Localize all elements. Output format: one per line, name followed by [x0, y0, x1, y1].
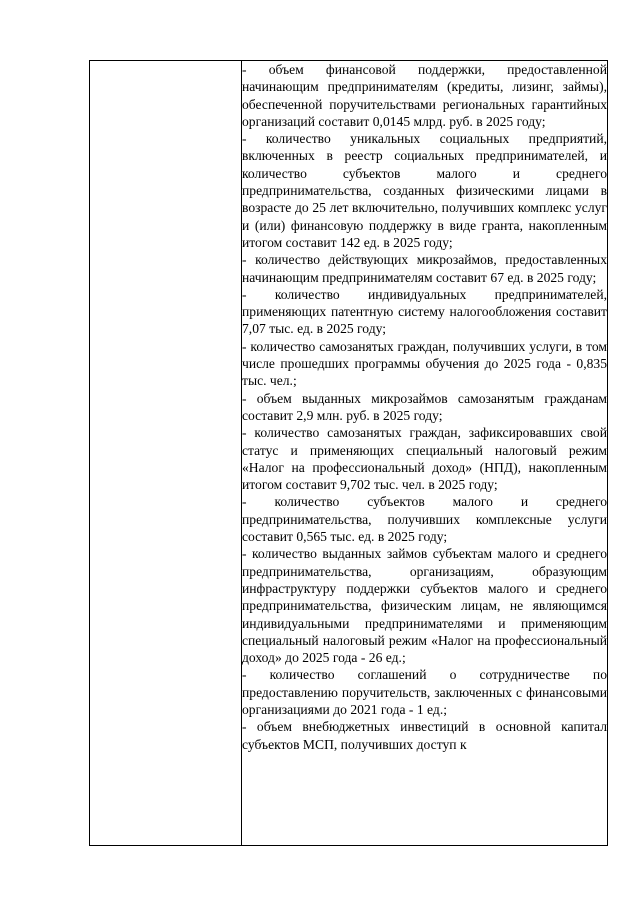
indicator-item: - количество самозанятых граждан, зафиксировавших свой статус и применяющих специальный налоговый режим «Налог на профессиональный доход» (НПД), накопленным итогом составит 9,702 тыс. чел. в 2025 году;: [242, 425, 607, 493]
left-column-cell: [90, 61, 242, 846]
indicator-item: - количество выданных займов субъектам малого и среднего предпринимательства, организациям, образующим инфраструктуру поддержки субъектов малого и среднего предпринимательства, физическим лицам, не являющимся индивидуальными предпринимателями и применяющим специальный налоговый режим «Налог на профессиональный доход» до 2025 года - 26 ед.;: [242, 546, 607, 666]
document-table: [89, 60, 608, 846]
indicator-item: - количество соглашений о сотрудничестве по предоставлению поручительств, заключенных с финансовыми организациями до 2021 года - 1 ед.;: [242, 667, 607, 717]
indicator-item: - количество уникальных социальных предприятий, включенных в реестр социальных предпринимателей, и количество субъектов малого и среднего предпринимательства, созданных физическими лицами в возрасте до 25 лет включительно, получивших комплекс услуг и (или) финансовую поддержку в виде гранта, накопленным итогом составит 142 ед. в 2025 году;: [242, 131, 607, 250]
right-column-cell: [242, 61, 608, 846]
indicator-item: - количество индивидуальных предпринимателей, применяющих патентную систему налогообложения составит 7,07 тыс. ед. в 2025 году;: [242, 286, 607, 337]
indicator-item: - количество самозанятых граждан, получивших услуги, в том числе прошедших программы обучения до 2025 года - 0,835 тыс. чел.;: [242, 338, 607, 389]
indicator-item: - объем внебюджетных инвестиций в основной капитал субъектов МСП, получивших доступ к: [242, 719, 607, 752]
indicator-item: - количество действующих микрозаймов, предоставленных начинающим предпринимателям составит 67 ед. в 2025 году;: [242, 252, 607, 285]
indicator-item: - объем выданных микрозаймов самозанятым гражданам составит 2,9 млн. руб. в 2025 году;: [242, 390, 607, 423]
indicator-item: - количество субъектов малого и среднего предпринимательства, получивших комплексные услуги составит 0,565 тыс. ед. в 2025 году;: [242, 494, 607, 545]
table-row: [90, 61, 608, 846]
indicator-item: - объем финансовой поддержки, предоставленной начинающим предпринимателям (кредиты, лизинг, займы), обеспеченной поручительствами региональных гарантийных организаций составит 0,0145 млрд. руб. в 2025 году;: [242, 62, 607, 129]
